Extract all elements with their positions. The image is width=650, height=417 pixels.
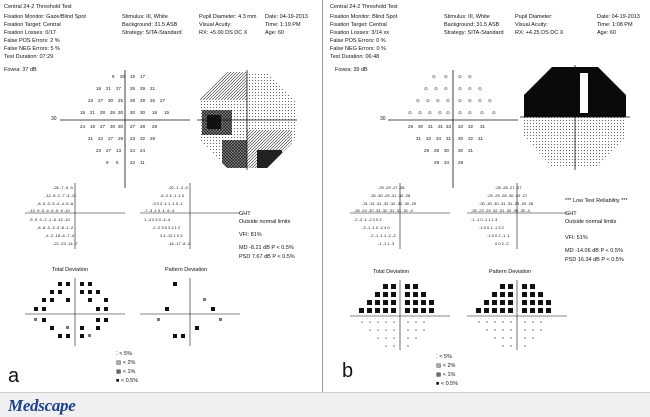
svg-text:26: 26: [150, 98, 156, 103]
svg-text:-3 -1 -1 0 -2 4 0: -3 -1 -1 0 -2 4 0: [362, 225, 390, 230]
right-ght-label: GHT: [565, 211, 577, 217]
right-legend-05: ■ < 0.5%: [436, 381, 459, 387]
svg-text:-29 -29 -27 -28: -29 -29 -27 -28: [378, 185, 405, 190]
svg-text:⊙: ⊙: [468, 110, 472, 115]
svg-text:-1 -1 0 -1 1 1 3: -1 -1 0 -1 1 1 3: [471, 217, 498, 222]
panel-letter-a: a: [8, 365, 20, 387]
svg-text:⊙: ⊙: [480, 110, 484, 115]
svg-text:24: 24: [80, 124, 86, 129]
svg-text:22: 22: [98, 136, 104, 141]
svg-text:23: 23: [96, 148, 102, 153]
svg-text:29: 29: [408, 124, 414, 129]
svg-text:32: 32: [426, 136, 432, 141]
svg-text:15: 15: [164, 110, 170, 115]
svg-text:31: 31: [480, 124, 486, 129]
svg-text:27: 27: [100, 124, 106, 129]
svg-text:⊙: ⊙: [468, 86, 472, 91]
right-total-deviation-label: Total Deviation: [373, 269, 410, 275]
svg-text:⊙: ⊙: [426, 98, 430, 103]
svg-text:21: 21: [150, 86, 156, 91]
svg-text:25: 25: [118, 98, 124, 103]
svg-text:-12 -8 -2 -7 -4 -11: -12 -8 -2 -7 -4 -11: [45, 193, 77, 198]
svg-text:⊙: ⊙: [458, 110, 462, 115]
svg-text:26: 26: [110, 110, 116, 115]
svg-text:18: 18: [152, 110, 158, 115]
svg-text:-26 -24 -30 -33 -32 -31 -31 -3: -26 -24 -30 -33 -32 -31 -31 -31 -4: [354, 208, 413, 213]
left-time: Time: 1:19 PM: [265, 22, 301, 28]
left-false-neg: False NEG Errors: 5 %: [4, 46, 60, 52]
svg-text:⊙: ⊙: [446, 110, 450, 115]
left-fixation-monitor: Fixation Monitor: Gaze/Blind Spot: [4, 14, 86, 20]
left-ght-value: Outside normal limits: [239, 219, 291, 225]
svg-text:23: 23: [88, 98, 94, 103]
svg-text:19: 19: [90, 124, 96, 129]
left-stimulus: Stimulus: III, White: [122, 14, 168, 20]
left-date: Date: 04-19-2013: [265, 14, 308, 20]
svg-text:30: 30: [140, 110, 146, 115]
left-total-deviation-prob-plot: [25, 278, 125, 348]
svg-text:15: 15: [80, 110, 86, 115]
svg-text:5: 5: [116, 160, 119, 165]
svg-text:33: 33: [446, 124, 452, 129]
right-fixation-target: Fixation Target: Central: [330, 22, 387, 28]
right-fovea: Fovea: 39 dB: [335, 67, 368, 73]
left-fixation-losses: Fixation Losses: 0/17: [4, 30, 56, 36]
svg-text:9: 9: [112, 74, 115, 79]
svg-text:24: 24: [130, 148, 136, 153]
svg-text:29: 29: [434, 160, 440, 165]
svg-text:27: 27: [108, 136, 114, 141]
left-fovea: Fovea: 37 dB: [4, 67, 37, 73]
svg-text:-30 -30 -30 -31 -31 -29 -29 -2: -30 -30 -30 -31 -31 -29 -29 -28: [479, 201, 534, 206]
svg-text:9: 9: [106, 160, 109, 165]
svg-text:21: 21: [90, 110, 96, 115]
left-fixation-target: Fixation Target: Central: [4, 22, 61, 28]
svg-text:34: 34: [444, 160, 450, 165]
left-legend-5: ⁚ < 5%: [116, 351, 132, 357]
svg-text:1 -4 2 4 0 -4 -4: 1 -4 2 4 0 -4 -4: [144, 217, 171, 222]
svg-text:22: 22: [130, 160, 136, 165]
svg-text:32: 32: [468, 136, 474, 141]
svg-text:27: 27: [160, 98, 166, 103]
svg-text:28: 28: [152, 124, 158, 129]
right-rx: RX: +4.25 DS DC X: [515, 30, 564, 36]
svg-text:⊙: ⊙: [416, 98, 420, 103]
svg-text:26: 26: [130, 86, 136, 91]
svg-text:⊙: ⊙: [424, 86, 428, 91]
right-title: Central 24-2 Threshold Test: [330, 4, 398, 10]
svg-text:29: 29: [118, 136, 124, 141]
svg-text:30: 30: [118, 124, 124, 129]
svg-text:32: 32: [140, 136, 146, 141]
right-legend-2: ▨ < 2%: [436, 363, 456, 369]
right-pupil: Pupil Diameter:: [515, 14, 553, 20]
svg-text:21: 21: [106, 86, 112, 91]
left-title: Central 24-2 Threshold Test: [4, 4, 72, 10]
left-legend-05: ■ < 0.5%: [116, 378, 139, 384]
svg-text:19: 19: [130, 74, 136, 79]
right-scale-label: 30: [380, 116, 386, 122]
right-date: Date: 04-19-2013: [597, 14, 640, 20]
left-ght-label: GHT: [239, 211, 251, 217]
right-threshold-grid: [388, 70, 518, 190]
svg-text:-22 -23 -14 -7: -22 -23 -14 -7: [53, 241, 78, 246]
right-fixation-monitor: Fixation Monitor: Blind Spot: [330, 14, 398, 20]
svg-text:30: 30: [418, 124, 424, 129]
svg-text:⊙: ⊙: [458, 98, 462, 103]
left-grayscale-plot: [197, 70, 297, 170]
right-legend-5: ⁚ < 5%: [436, 354, 452, 360]
svg-text:-1 0 0 1 -1 3 2: -1 0 0 1 -1 3 2: [479, 225, 504, 230]
svg-text:30: 30: [458, 148, 464, 153]
svg-text:29: 29: [140, 86, 146, 91]
svg-text:-4 -2 -18 -6 -7 -4: -4 -2 -18 -6 -7 -4: [45, 233, 75, 238]
right-total-deviation-prob-plot: [350, 280, 450, 352]
svg-text:29: 29: [424, 148, 430, 153]
svg-text:⊙: ⊙: [468, 98, 472, 103]
left-scale-label: 30: [51, 116, 57, 122]
svg-text:24: 24: [140, 148, 146, 153]
right-age: Age: 60: [597, 30, 616, 36]
svg-text:34: 34: [436, 136, 442, 141]
svg-text:28: 28: [458, 160, 464, 165]
svg-text:-1 0 0 2 -1 -1: -1 0 0 2 -1 -1: [487, 233, 510, 238]
svg-text:32: 32: [468, 124, 474, 129]
svg-text:29: 29: [140, 98, 146, 103]
right-grayscale-plot: [520, 65, 630, 170]
svg-text:⊙: ⊙: [478, 86, 482, 91]
svg-text:-3 0 2 -1 1 -1 0 -1: -3 0 2 -1 1 -1 0 -1: [152, 201, 183, 206]
left-pattern-deviation-values: [140, 183, 240, 253]
svg-text:30: 30: [108, 98, 114, 103]
svg-text:-1 -1 1 -3: -1 -1 1 -3: [378, 241, 395, 246]
left-pattern-deviation-label: Pattern Deviation: [165, 267, 208, 273]
left-false-pos: False POS Errors: 2 %: [4, 38, 60, 44]
svg-text:⊙: ⊙: [488, 98, 492, 103]
left-pupil: Pupil Diameter: 4.3 mm: [199, 14, 257, 20]
left-total-deviation-label: Total Deviation: [52, 267, 89, 273]
left-test-duration: Test Duration: 07:29: [4, 54, 54, 60]
panel-letter-b: b: [342, 360, 354, 382]
svg-text:⊙: ⊙: [428, 110, 432, 115]
svg-text:⊙: ⊙: [436, 98, 440, 103]
svg-text:0 0 2 -2: 0 0 2 -2: [495, 241, 509, 246]
right-ght-value: Outside normal limits: [565, 219, 617, 225]
svg-text:-20 -1 -2 -4: -20 -1 -2 -4: [168, 185, 188, 190]
svg-text:⊙: ⊙: [408, 110, 412, 115]
svg-text:31: 31: [428, 124, 434, 129]
svg-text:28: 28: [100, 110, 106, 115]
left-psd: PSD 7.67 dB P < 0.5%: [239, 254, 295, 260]
svg-text:-7 -3 -1 0 -1 -6 -4: -7 -3 -1 0 -1 -6 -4: [144, 208, 175, 213]
svg-text:⊙: ⊙: [438, 110, 442, 115]
left-rx: RX: +5.00 DS DC X: [199, 30, 248, 36]
right-pattern-deviation-prob-plot: [467, 280, 567, 352]
svg-text:30: 30: [458, 136, 464, 141]
svg-text:13: 13: [116, 148, 122, 153]
right-total-deviation-values: [350, 183, 450, 253]
svg-text:-28 -28 -27 -27: -28 -28 -27 -27: [495, 185, 522, 190]
right-low-reliability: *** Low Test Reliability ***: [565, 198, 628, 204]
svg-text:⊙: ⊙: [458, 74, 462, 79]
svg-text:31: 31: [478, 136, 484, 141]
panel-divider: [322, 0, 323, 392]
right-visual-acuity: Visual Acuity:: [515, 22, 548, 28]
svg-text:-29 -29 -28 -30 -29 -27: -29 -29 -28 -30 -29 -27: [487, 193, 528, 198]
svg-text:27: 27: [98, 98, 104, 103]
svg-text:-25 -23 -29 -32 -31 -30 -30 -3: -25 -23 -29 -32 -31 -30 -30 -30 -3: [471, 208, 530, 213]
svg-text:17: 17: [140, 74, 146, 79]
svg-text:-2 -2 3 5 3 2 1 2: -2 -2 3 5 3 2 1 2: [152, 225, 181, 230]
svg-text:11: 11: [140, 160, 145, 165]
left-total-deviation-values: [25, 183, 125, 253]
left-md: MD -8.21 dB P < 0.5%: [239, 245, 294, 251]
left-age: Age: 60: [265, 30, 284, 36]
right-psd: PSD 16.34 dB P < 0.5%: [565, 257, 624, 263]
svg-text:⊙: ⊙: [434, 86, 438, 91]
svg-text:28: 28: [434, 148, 440, 153]
svg-text:21: 21: [88, 136, 94, 141]
left-legend-1: ▩ < 1%: [116, 369, 136, 375]
svg-text:⊙: ⊙: [468, 74, 472, 79]
svg-text:31: 31: [438, 124, 444, 129]
svg-text:23: 23: [130, 136, 136, 141]
svg-text:-13 -9 -3 -4 -5 -5 -9 -10: -13 -9 -3 -4 -5 -5 -9 -10: [29, 208, 70, 213]
svg-text:-2 -2 -1 -2 0 0 2: -2 -2 -1 -2 0 0 2: [354, 217, 382, 222]
right-false-neg: False NEG Errors: 0 %: [330, 46, 386, 52]
svg-text:-5 -9 -3 -2 -1 -5 -10 -10: -5 -9 -3 -2 -1 -5 -10 -10: [29, 217, 70, 222]
left-legend-2: ▨ < 2%: [116, 360, 136, 366]
right-test-duration: Test Duration: 06:48: [330, 54, 380, 60]
svg-text:-30 -30 -29 -31 -30 -28: -30 -30 -29 -31 -30 -28: [370, 193, 411, 198]
svg-text:3 4 -12 1 0 3: 3 4 -12 1 0 3: [160, 233, 183, 238]
svg-text:28: 28: [150, 136, 156, 141]
right-false-pos: False POS Errors: 0 %: [330, 38, 386, 44]
svg-text:31: 31: [468, 148, 474, 153]
svg-text:-16 -17 -8 -1: -16 -17 -8 -1: [168, 241, 191, 246]
right-background: Background: 31.5 ASB: [444, 22, 500, 28]
svg-text:30: 30: [130, 110, 136, 115]
svg-text:27: 27: [116, 86, 122, 91]
svg-text:30: 30: [118, 110, 124, 115]
left-strategy: Strategy: SITA-Standard: [122, 30, 182, 36]
right-md: MD -14.06 dB P < 0.5%: [565, 248, 623, 254]
left-visual-acuity: Visual Acuity:: [199, 22, 232, 28]
svg-text:⊙: ⊙: [458, 86, 462, 91]
svg-text:-8 -5 -3 -5 -4 -4 -5 -6: -8 -5 -3 -5 -4 -4 -5 -6: [37, 201, 74, 206]
left-vfi: VFI: 81%: [239, 232, 262, 238]
svg-text:-8 -8 -3 -3 -3 -8 -1 -2: -8 -8 -3 -3 -3 -8 -1 -2: [37, 225, 74, 230]
left-background: Background: 31.5 ASB: [122, 22, 178, 28]
svg-text:-26 -7 -9 -9: -26 -7 -9 -9: [53, 185, 73, 190]
right-time: Time: 1:08 PM: [597, 22, 633, 28]
svg-text:30: 30: [444, 148, 450, 153]
right-legend-1: ▩ < 1%: [436, 372, 456, 378]
svg-text:⊙: ⊙: [446, 98, 450, 103]
svg-text:⊙: ⊙: [478, 98, 482, 103]
right-pattern-deviation-label: Pattern Deviation: [489, 269, 532, 275]
svg-text:27: 27: [106, 148, 112, 153]
svg-text:18: 18: [96, 86, 102, 91]
svg-text:33: 33: [458, 124, 464, 129]
svg-text:28: 28: [130, 98, 136, 103]
footer-bar: [0, 392, 650, 417]
svg-text:⊙: ⊙: [418, 110, 422, 115]
right-stimulus: Stimulus: III, White: [444, 14, 490, 20]
svg-text:30: 30: [110, 124, 116, 129]
svg-text:⊙: ⊙: [492, 110, 496, 115]
right-strategy: Strategy: SITA-Standard: [444, 30, 504, 36]
svg-text:31: 31: [446, 136, 452, 141]
medscape-logo: Medscape: [8, 396, 76, 415]
svg-text:-2 -1 -1 1 -2 -2: -2 -1 -1 1 -2 -2: [370, 233, 396, 238]
svg-text:20: 20: [120, 74, 126, 79]
svg-text:⊙: ⊙: [444, 74, 448, 79]
right-vfi: VFI: 51%: [565, 235, 588, 241]
svg-text:28: 28: [140, 124, 146, 129]
svg-text:⊙: ⊙: [444, 86, 448, 91]
left-pattern-deviation-prob-plot: [140, 278, 240, 348]
right-pattern-deviation-values: [467, 183, 567, 253]
left-threshold-grid: [60, 70, 190, 190]
svg-text:31: 31: [416, 136, 422, 141]
svg-text:27: 27: [130, 124, 136, 129]
svg-text:-31 -31 -31 -32 -32 -30 -30 -2: -31 -31 -31 -32 -32 -30 -30 -29: [362, 201, 417, 206]
svg-text:⊙: ⊙: [432, 74, 436, 79]
svg-text:-6 -2 4 -1 -1 0: -6 -2 4 -1 -1 0: [160, 193, 185, 198]
right-fixation-losses: Fixation Losses: 3/14 xx: [330, 30, 390, 36]
